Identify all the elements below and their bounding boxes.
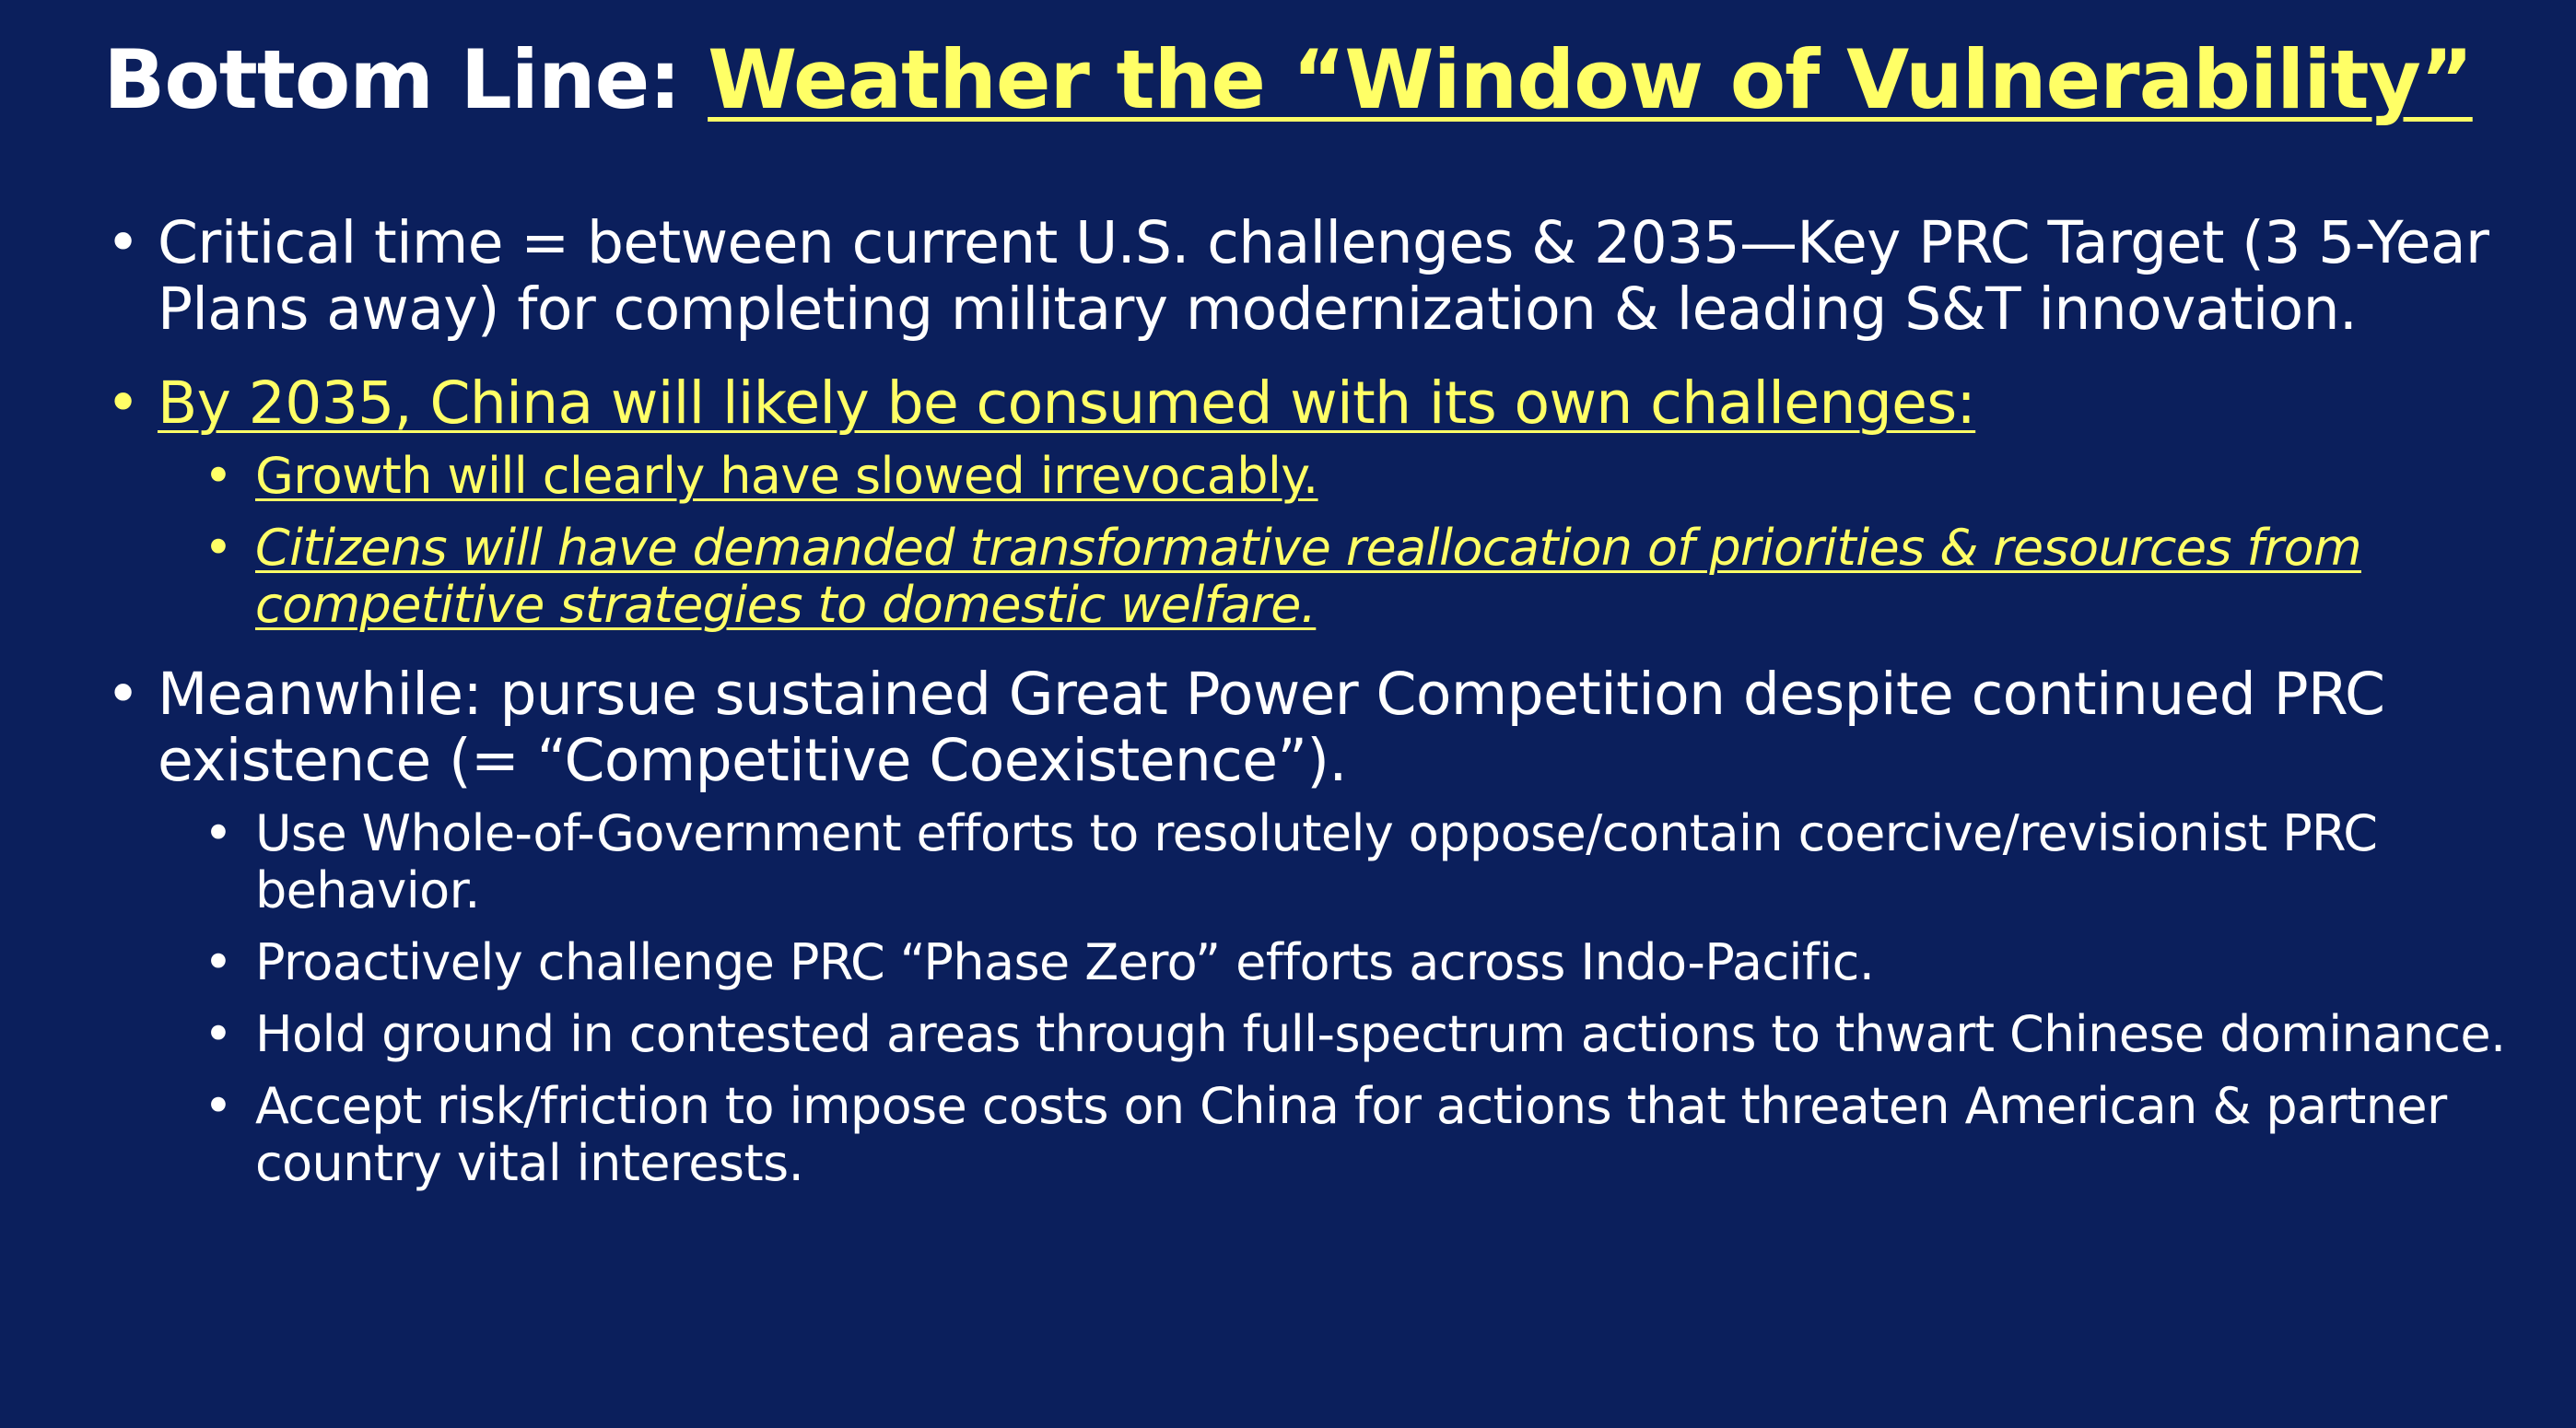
bullet-text: Critical time = between current U.S. challenges & 2035—Key PRC Target (3 5-Year Plans away) for completing military modernization & leading S&T innovation.	[158, 209, 2489, 343]
bullet-china-2035	[106, 370, 2520, 634]
sub-bullet-text: Proactively challenge PRC “Phase Zero” efforts across Indo-Pacific.	[255, 933, 1875, 991]
slide-title	[0, 29, 2576, 131]
sub-bullet-list	[204, 448, 2520, 634]
bullet-text: By 2035, China will likely be consumed with its own challenges:	[158, 369, 1976, 437]
sub-bullet-text: Citizens will have demanded transformative reallocation of priorities & resources from competitive strategies to domestic welfare.	[255, 519, 2361, 634]
bullet-text: Meanwhile: pursue sustained Great Power Competition despite continued PRC existence (= “Competitive Coexistence”).	[158, 661, 2385, 794]
sub-bullet-dot: •	[204, 933, 233, 991]
sub-bullet-whole-of-government	[204, 805, 2520, 919]
sub-bullet-growth	[204, 448, 2520, 505]
sub-bullet-citizens	[204, 520, 2520, 634]
sub-bullet-dot: •	[204, 447, 233, 505]
bullet-dot: •	[106, 661, 140, 728]
sub-bullet-text: Use Whole-of-Government efforts to resolutely oppose/contain coercive/revisionist PRC behavior.	[255, 804, 2378, 919]
sub-bullet-text: Growth will clearly have slowed irrevocably.	[255, 447, 1318, 505]
sub-bullet-dot: •	[204, 519, 233, 577]
bullet-list	[106, 210, 2520, 1220]
bullet-dot: •	[106, 209, 140, 276]
bullet-meanwhile	[106, 661, 2520, 1192]
sub-bullet-hold-ground	[204, 1006, 2520, 1063]
sub-bullet-accept-risk	[204, 1078, 2520, 1192]
sub-bullet-phase-zero	[204, 934, 2520, 991]
bullet-critical-time	[106, 210, 2520, 343]
title-highlight: Weather the “Window of Vulnerability”	[708, 32, 2473, 127]
sub-bullet-text: Accept risk/friction to impose costs on China for actions that threaten American & partner country vital interests.	[255, 1077, 2447, 1192]
sub-bullet-dot: •	[204, 804, 233, 862]
sub-bullet-list	[204, 805, 2520, 1192]
sub-bullet-text: Hold ground in contested areas through full-spectrum actions to thwart Chinese dominance.	[255, 1005, 2506, 1063]
bullet-dot: •	[106, 369, 140, 437]
sub-bullet-dot: •	[204, 1005, 233, 1063]
title-prefix: Bottom Line:	[103, 32, 708, 127]
sub-bullet-dot: •	[204, 1077, 233, 1135]
